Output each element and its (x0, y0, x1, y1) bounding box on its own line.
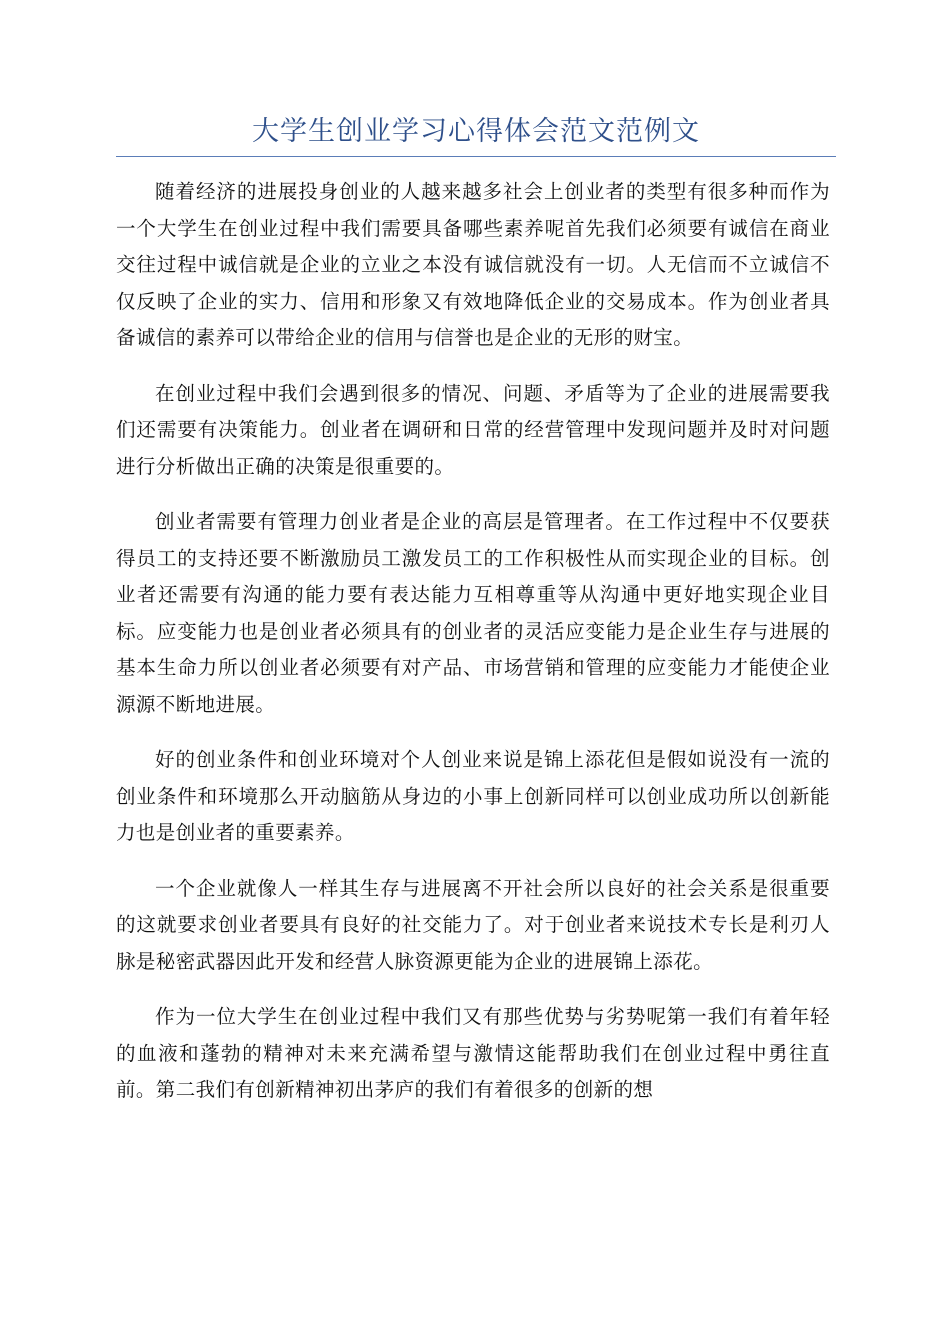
paragraph-1: 随着经济的进展投身创业的人越来越多社会上创业者的类型有很多种而作为一个大学生在创业过程中我们需要具备哪些素养呢首先我们必须要有诚信在商业交往过程中诚信就是企业的立业之本没有诚信就没有一切。人无信而不立诚信不仅反映了企业的实力、信用和形象又有效地降低企业的交易成本。作为创业者具备诚信的素养可以带给企业的信用与信誉也是企业的无形的财宝。 (116, 180, 830, 349)
paragraph-6: 作为一位大学生在创业过程中我们又有那些优势与劣势呢第一我们有着年轻的血液和蓬勃的精神对未来充满希望与激情这能帮助我们在创业过程中勇往直前。第二我们有创新精神初出茅庐的我们有着很多的创新的想 (116, 1005, 830, 1101)
paragraph-5: 一个企业就像人一样其生存与进展离不开社会所以良好的社会关系是很重要的这就要求创业者要具有良好的社交能力了。对于创业者来说技术专长是利刃人脉是秘密武器因此开发和经营人脉资源更能为企业的进展锦上添花。 (116, 876, 830, 973)
paragraph-3: 创业者需要有管理力创业者是企业的高层是管理者。在工作过程中不仅要获得员工的支持还要不断激励员工激发员工的工作积极性从而实现企业的目标。创业者还需要有沟通的能力要有表达能力互相尊重等从沟通中更好地实现企业目标。应变能力也是创业者必须具有的创业者的灵活应变能力是企业生存与进展的基本生命力所以创业者必须要有对产品、市场营销和管理的应变能力才能使企业源源不断地进展。 (116, 510, 830, 716)
page-title: 大学生创业学习心得体会范文范例文 (252, 116, 700, 147)
article-body (116, 174, 830, 1128)
paragraph-2: 在创业过程中我们会遇到很多的情况、问题、矛盾等为了企业的进展需要我们还需要有决策能力。创业者在调研和日常的经营管理中发现问题并及时对问题进行分析做出正确的决策是很重要的。 (116, 381, 830, 478)
paragraph-4: 好的创业条件和创业环境对个人创业来说是锦上添花但是假如说没有一流的创业条件和环境那么开动脑筋从身边的小事上创新同样可以创业成功所以创新能力也是创业者的重要素养。 (116, 748, 830, 844)
title-block (116, 112, 836, 157)
